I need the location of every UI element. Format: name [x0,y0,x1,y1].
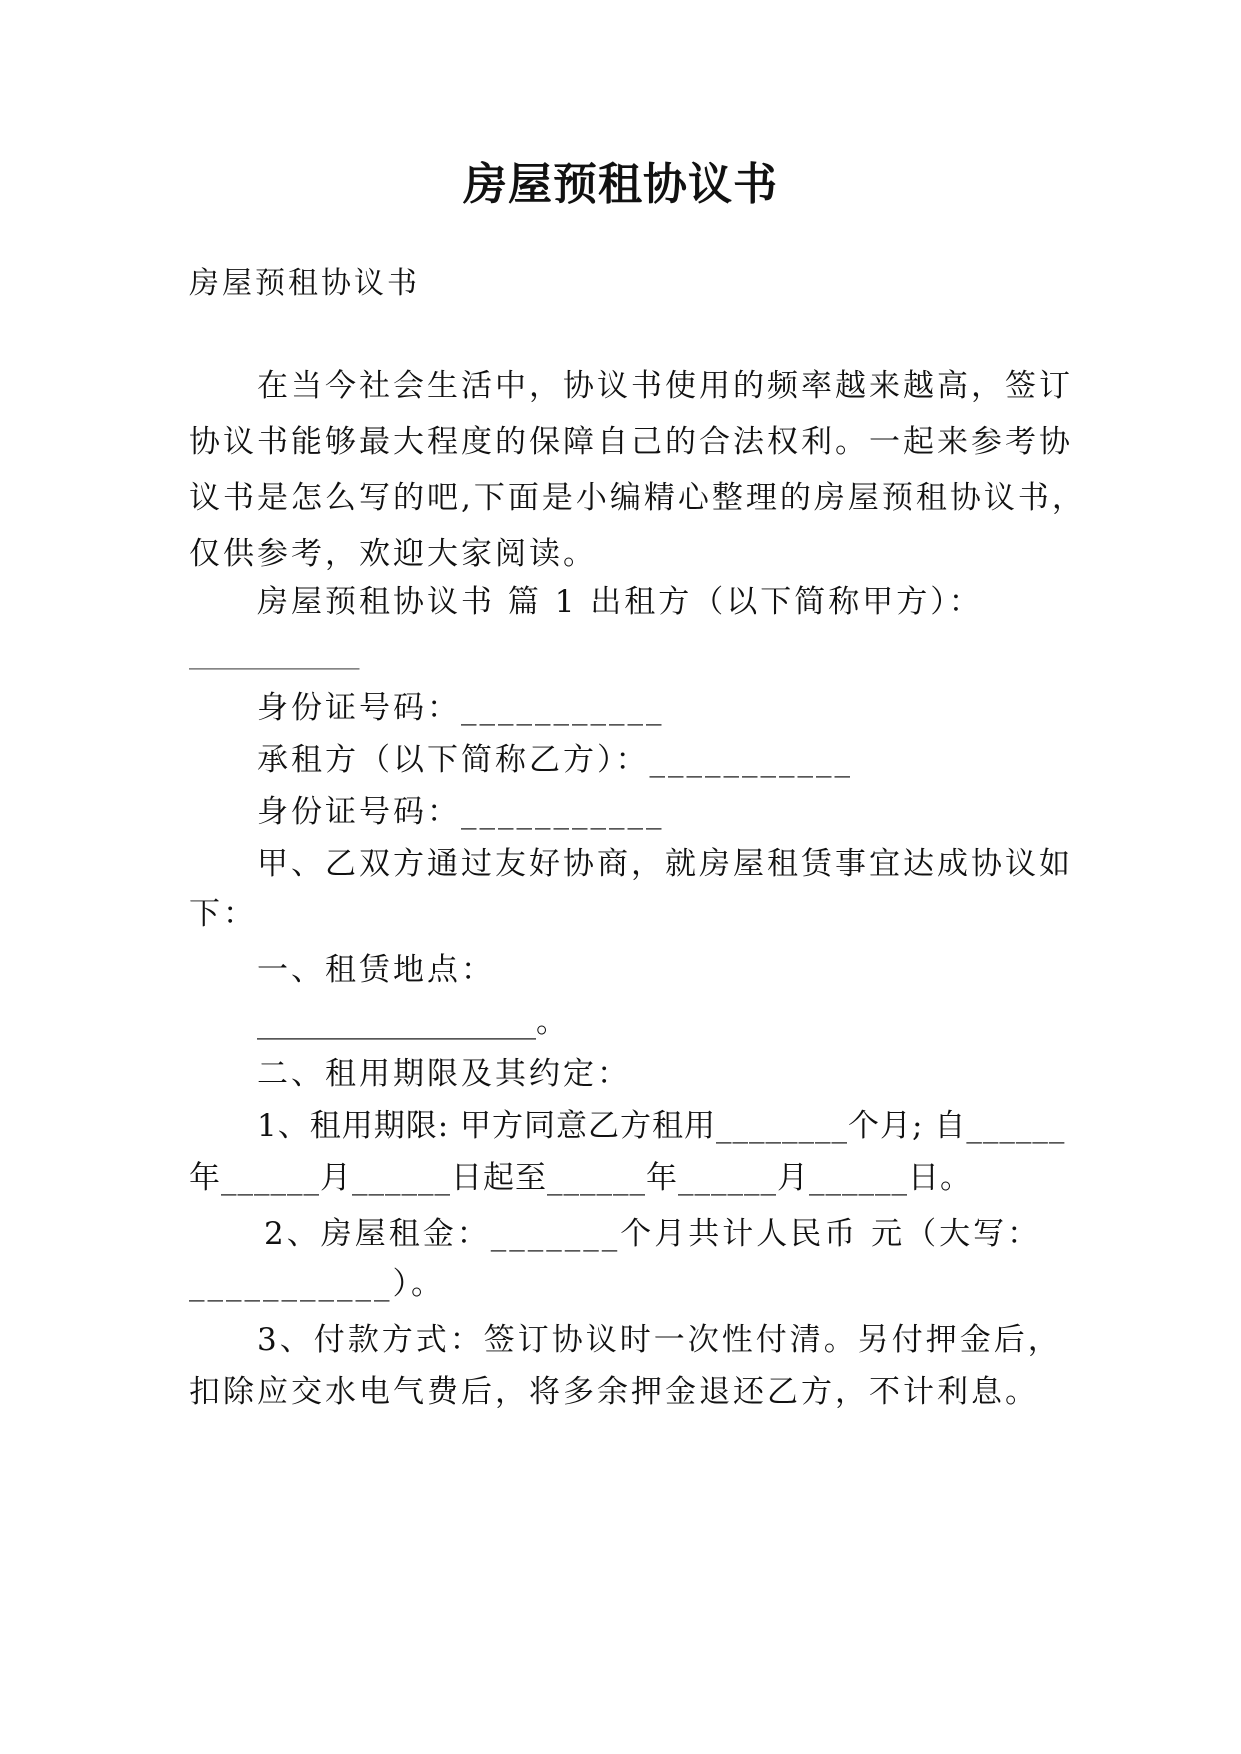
lessor-name-blank: ___________ [189,634,360,670]
intro-line-1: 在当今社会生活中，协议书使用的频率越来越高，签订 [257,368,1073,404]
lessee-line: 承租方（以下简称乙方）：___________ [257,742,853,778]
rent-line-1: 2、房屋租金：_______个月共计人民币 元（大写： [264,1216,1042,1252]
intro-line-4: 仅供参考，欢迎大家阅读。 [189,536,597,572]
section-heading: 房屋预租协议书 篇 1 出租方（以下简称甲方）： [257,584,983,620]
term-line-1: 1、租用期限: 甲方同意乙方租用________个月; 自______ [257,1108,1066,1144]
clause-2-heading: 二、租用期限及其约定： [257,1056,631,1092]
agreement-intro-line-1: 甲、乙双方通过友好协商，就房屋租赁事宜达成协议如 [257,846,1073,882]
agreement-intro-line-2: 下： [189,896,257,932]
rent-line-2: ___________）。 [189,1266,445,1302]
intro-line-3: 议书是怎么写的吧,下面是小编精心整理的房屋预租协议书， [189,480,1086,516]
clause-1-heading: 一、租赁地点： [257,952,495,988]
term-line-2: 年______月______日起至______年______月______日。 [189,1160,972,1196]
document-subtitle: 房屋预租协议书 [189,266,420,301]
document-title: 房屋预租协议书 [463,159,778,210]
lessee-id-line: 身份证号码：___________ [257,794,665,830]
clause-1-value: __________________。 [257,1004,567,1040]
payment-line-1: 3、付款方式：签订协议时一次性付清。另付押金后， [257,1322,1062,1358]
intro-line-2: 协议书能够最大程度的保障自己的合法权利。一起来参考协 [189,424,1073,460]
payment-line-2: 扣除应交水电气费后，将多余押金退还乙方，不计利息。 [189,1374,1039,1410]
lessor-id-line: 身份证号码：___________ [257,690,665,726]
